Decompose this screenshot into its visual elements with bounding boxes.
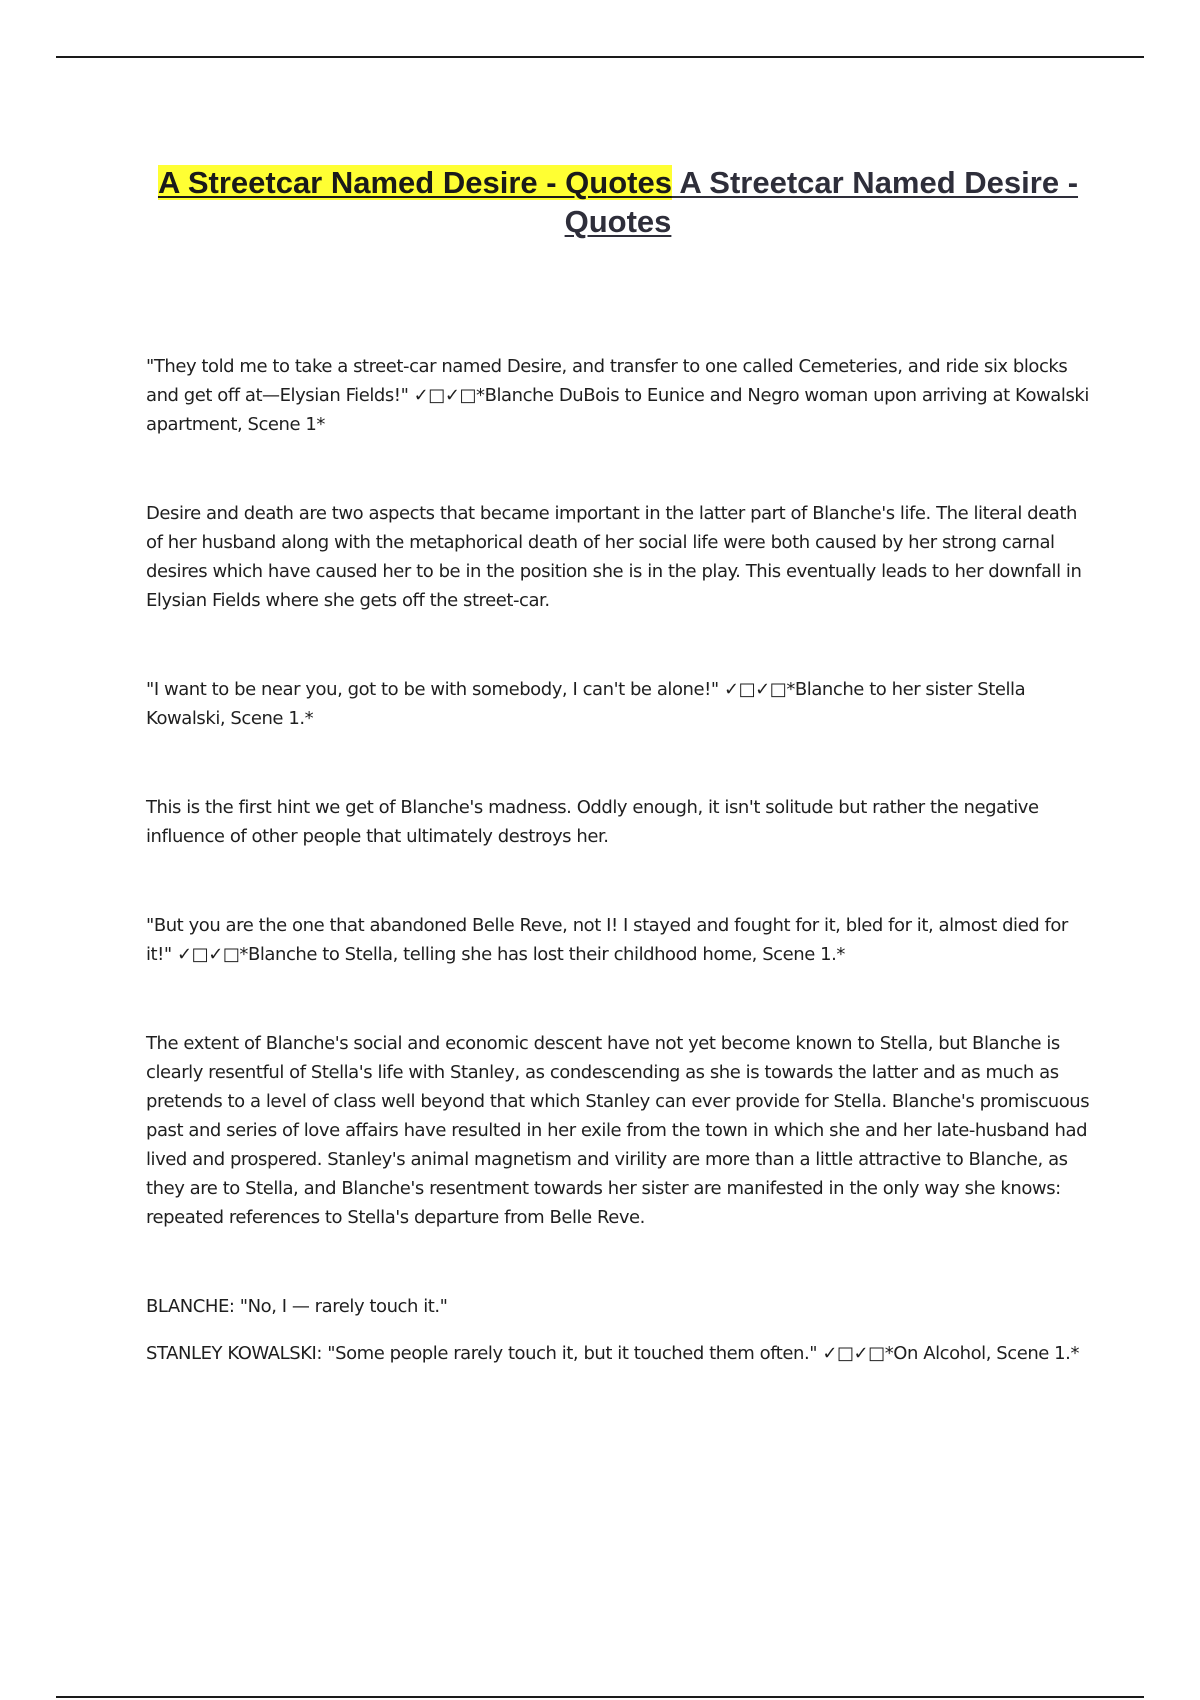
- document-body: [146, 352, 1090, 1368]
- analysis-paragraph: This is the first hint we get of Blanche's madness. Oddly enough, it isn't solitude but rather the negative influence of other people that ultimately destroys her.: [146, 797, 1039, 847]
- quote-paragraph: "They told me to take a street-car named Desire, and transfer to one called Cemeteries, and ride six blocks and get off at—Elysian Fields!" ✓□✓□*Blanche DuBois to Eunice and Negro woman upon arriving at Kowalski apartment, Scene 1*: [146, 356, 1089, 435]
- dialogue-line: BLANCHE: "No, I — rarely touch it.": [146, 1296, 448, 1317]
- quote-paragraph: "I want to be near you, got to be with somebody, I can't be alone!" ✓□✓□*Blanche to her sister Stella Kowalski, Scene 1.*: [146, 679, 1026, 729]
- document-title: [146, 163, 1090, 241]
- title-repeat: A Streetcar Named Desire - Quotes: [564, 164, 1079, 239]
- title-highlighted: A Streetcar Named Desire - Quotes: [157, 164, 672, 200]
- bottom-divider: [56, 1696, 1144, 1698]
- dialogue-line: STANLEY KOWALSKI: "Some people rarely touch it, but it touched them often." ✓□✓□*On Alcohol, Scene 1.*: [146, 1343, 1079, 1364]
- analysis-paragraph: Desire and death are two aspects that became important in the latter part of Blanche's life. The literal death of her husband along with the metaphorical death of her social life were both caused by her strong carnal desires which have caused her to be in the position she is in the play. This eventually leads to her downfall in Elysian Fields where she gets off the street-car.: [146, 503, 1082, 611]
- quote-paragraph: "But you are the one that abandoned Belle Reve, not I! I stayed and fought for it, bled for it, almost died for it!" ✓□✓□*Blanche to Stella, telling she has lost their childhood home, Scene 1.*: [146, 915, 1068, 965]
- analysis-paragraph: The extent of Blanche's social and economic descent have not yet become known to Stella, but Blanche is clearly resentful of Stella's life with Stanley, as condescending as she is towards the latter and as much as pretends to a level of class well beyond that which Stanley can ever provide for Stella. Blanche's promiscuous past and series of love affairs have resulted in her exile from the town in which she and her late-husband had lived and prospered. Stanley's animal magnetism and virility are more than a little attractive to Blanche, as they are to Stella, and Blanche's resentment towards her sister are manifested in the only way she knows: repeated references to Stella's departure from Belle Reve.: [146, 1033, 1090, 1228]
- top-divider: [56, 56, 1144, 58]
